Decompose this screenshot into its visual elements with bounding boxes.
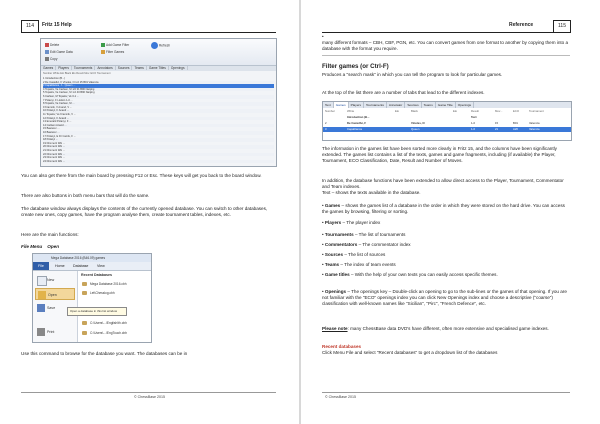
filter-add-icon [101, 43, 105, 47]
tab-home[interactable]: Home [55, 264, 65, 268]
recent-databases-title: Recent Databases [81, 273, 112, 277]
games-list-row[interactable]: 16 Bauterer ... [43, 131, 274, 135]
refresh-icon [151, 42, 158, 49]
delete-icon [45, 43, 49, 47]
index-list-item: • Openings – The openings key – Double-click an opening to go to the sub-lines or the games of that opening. If you are not familiar with the "ECO" openings index you can click New Openings index and choose a descriptive ("coarse") classification with well-known names like "Sicilian", "Pirc", "French Defence", etc. [322, 289, 567, 306]
footer-rule [21, 392, 276, 393]
games-list-row[interactable]: 20 Dimmer1 WH ... [43, 145, 274, 149]
paragraph: many different formats – CBH, CBF, PGN, etc. You can convert games from one format to another by copying them into a database with the format you require. [322, 40, 569, 51]
footer: © ChessBase 2015 [134, 395, 166, 399]
games-list-row[interactable]: 2 De Castellvi, F Vinoles, N 1-0 15 B01 Valencia [43, 81, 274, 85]
recent-database-item[interactable]: Let\Chesslog.cbh [81, 289, 148, 297]
ribbon-edit-button[interactable]: Edit Game Data [45, 49, 73, 55]
footer-rule [322, 392, 570, 393]
table-row[interactable]: 3 Capablanca Queen 1-0 21 A20 Valencia [323, 127, 571, 132]
index-list-item: • Tournaments – The list of tournaments [322, 232, 406, 237]
ribbon-copy-button[interactable]: Copy [45, 56, 57, 62]
section-heading: Filter games (or Ctrl-F) [322, 63, 389, 70]
games-list-row[interactable]: 3 Capablanca, J... Queen ... [43, 84, 274, 88]
index-tabs-screenshot [322, 101, 572, 141]
database-icon [82, 282, 87, 286]
index-list-item: • Sources – The list of sources [322, 252, 386, 257]
tab-games[interactable]: Games [41, 66, 56, 70]
ribbon-delete-button[interactable]: Delete [45, 42, 59, 48]
tab-annotators[interactable]: Annotators [95, 66, 115, 70]
ribbon-refresh-button[interactable]: Refresh [151, 42, 170, 48]
games-list-row[interactable]: 22 Dimmer1 WH ... [43, 153, 274, 157]
games-list-row[interactable]: 14 Carlsen Anand ... [43, 124, 274, 128]
header-rule [21, 32, 276, 33]
tab-game-title[interactable]: Game Title [436, 102, 456, 108]
new-icon [37, 276, 47, 286]
ribbon [41, 39, 276, 66]
database-icon [82, 331, 87, 335]
paragraph: There are also buttons in both menu bars that will do the same. [21, 193, 150, 198]
file-menu-screenshot [32, 253, 152, 343]
right-page [301, 0, 600, 424]
tab-game-titles[interactable]: Game Titles [147, 66, 169, 70]
tab-text[interactable]: Text [323, 102, 334, 108]
file-menu-label: File Menu Open [21, 244, 60, 249]
tab-teams[interactable]: Teams [422, 102, 436, 108]
file-tab[interactable]: File [33, 262, 49, 270]
menu-item-open[interactable]: Open [35, 288, 75, 300]
section-rule [322, 55, 570, 56]
paragraph: Produces a "search mask" in which you can tell the program to look for particular games. [322, 72, 503, 77]
index-list-item: • Game titles – With the help of your own texts you can easily access specific themes. [322, 272, 498, 277]
tab-tournaments[interactable]: Tournaments [72, 66, 95, 70]
running-head: Fritz 15 Help [42, 22, 72, 28]
tab-openings[interactable]: Openings [169, 66, 188, 70]
table-row[interactable]: Introduction (B... Text [347, 115, 477, 119]
menu-tabs [33, 262, 151, 271]
save-icon [37, 304, 45, 312]
copy-icon [45, 57, 49, 61]
table-row[interactable]: 2 De Castellvi, F Vinoles, N 1-0 15 B01 Valencia [325, 121, 540, 125]
games-list-row[interactable]: 21 Dimmer1 WH ... [43, 149, 66, 152]
recent-databases-heading: Recent databases [322, 344, 362, 349]
tooltip: Open a database in this list window [67, 307, 127, 316]
index-list-item: • Games – shows the games list of a database in the order in which they were stored on the hard drive. You can access the games by browsing, filtering or sorting. [322, 203, 565, 214]
left-page [0, 0, 299, 424]
index-list-item: • Players – The player index [322, 220, 381, 225]
paragraph: The database window always displays the contents of the currently opened database. You can switch to other databases, create new ones, copy games, have the program analyse them, create tournament tables, indexes, etc. [21, 206, 268, 217]
tab-players[interactable]: Players [56, 66, 72, 70]
recent-database-item[interactable]: C:\Users\...\English\th.cbh [81, 319, 148, 327]
paragraph: In addition, the database functions have been extended to allow direct access to the Player, Tournament, Commentator and Team indexes. [322, 178, 564, 189]
games-list-row[interactable]: 12 Polanyi, F Anand ... [43, 117, 274, 121]
paragraph: Use this command to browse for the database you want. The databases can be in [21, 351, 188, 356]
page-number: 114 [21, 20, 39, 33]
paragraph: Here are the main functions: [21, 232, 79, 237]
tab-sources[interactable]: Sources [116, 66, 133, 70]
index-list-item: • Commentators – The commentator index [322, 242, 411, 247]
table-header: Number White Elo Black Elo Result Mov... ECO Tournament [325, 109, 544, 113]
tab-sources[interactable]: Sources [405, 102, 421, 108]
tab-database[interactable]: Database [73, 264, 89, 268]
database-icon [82, 321, 87, 325]
index-tab-bar [323, 102, 571, 108]
games-list-row[interactable]: 23 Dimmer1 WH ... [43, 156, 66, 160]
menu-item-save[interactable]: Save [35, 302, 75, 314]
games-list-row[interactable]: 15 Bauterer ... [43, 127, 60, 131]
column-headers: Number White Elo Black Elo Result Mov. ECO Tournament [43, 72, 111, 75]
window-title: Mega Database 2016 (B46.09) games [33, 254, 151, 262]
ribbon-filter-button[interactable]: Filter Games [101, 49, 124, 55]
page-number: 115 [553, 20, 571, 33]
paragraph: Click Menu File and select "Recent databases" to get a dropdown list of the databases [322, 350, 498, 355]
games-list-row[interactable]: 8 Topalov, Ve Carlsen, M ... [43, 102, 274, 106]
tab-tournaments[interactable]: Tournaments [364, 102, 387, 108]
database-icon [82, 291, 87, 295]
folder-icon [38, 291, 46, 299]
games-list-row[interactable]: 17 Polanyi, E Dr Carnik, F ... [43, 134, 76, 138]
note-paragraph: Please note: many ChessBase data DVD's have different, often more extensive and specialised game indexes. [322, 326, 549, 331]
games-list-row[interactable]: 1 Introduction (B...) [43, 77, 66, 80]
games-list-row[interactable]: 10 Polanyi, F Anand ... [43, 109, 274, 113]
games-list-row[interactable]: 6 Carlsen, M Topalov, Ve 0-1 ... [43, 95, 274, 99]
footer: © ChessBase 2015 [325, 395, 357, 399]
print-icon [37, 328, 45, 336]
games-list-row[interactable]: 19 Dimmer1 WH ... [43, 141, 66, 145]
games-list-row[interactable]: 18 Polanyi ... [43, 138, 274, 142]
tab-view[interactable]: View [97, 264, 105, 268]
games-list-row[interactable]: 5 Topalov, Ve Carlsen, M 1-0 40 B90 Nanjing [43, 91, 95, 95]
games-list-row[interactable]: 11 Topalov, Ve Kramnik, V ... [43, 113, 76, 116]
bullet: • [322, 34, 324, 39]
tab-games[interactable]: Games [334, 102, 349, 108]
database-window-screenshot [40, 38, 277, 167]
games-list-row[interactable]: 13 Emerald Polanyi, F ... [43, 120, 72, 124]
paragraph: At the top of the list there are a number of tabs that lead to the different indexes. [322, 90, 485, 95]
filter-icon [101, 50, 105, 54]
tab-teams[interactable]: Teams [132, 66, 146, 70]
menu-item-print[interactable]: Print [35, 326, 75, 338]
running-head: Reference [509, 22, 534, 28]
edit-icon [45, 50, 49, 54]
index-list-item: • Teams – The index of team events [322, 262, 396, 267]
games-list-row[interactable]: 7 Polanyi, F Lisitsin 1-0 ... [43, 98, 73, 102]
header-rule [322, 32, 570, 33]
ribbon-add-filter-button[interactable]: Add Game Filter [101, 42, 129, 48]
tab-annotator[interactable]: Annotator [387, 102, 405, 108]
recent-database-item[interactable]: C:\Users\...\EngTouch.cbh [81, 329, 148, 337]
index-tabs [41, 66, 276, 71]
menu-item-new[interactable]: New [35, 274, 75, 286]
paragraph: The information in the games list have been sorted more clearly in Fritz 15, and the columns have been significantly extended. The games list contains a list of the texts, games and game fragments, including (if available) the Player, Tournament, ECO Classification, Date, Result and Number of Moves. [322, 146, 557, 163]
games-list-row[interactable]: 4 Topalov, Ve Carlsen, M 1/2 31 B90 Nanjing [43, 88, 274, 92]
recent-database-item[interactable]: Mega Database 2016.cbh [81, 280, 148, 288]
paragraph: Text – shows the texts available in the database. [322, 190, 421, 195]
paragraph: You can also get there from the main board by pressing F12 or Esc. These keys will get you back to the board window. [21, 173, 262, 178]
games-list-row[interactable]: 24 Dimmer1 WH ... [43, 160, 274, 164]
tab-players[interactable]: Players [349, 102, 364, 108]
tab-openings[interactable]: Openings [456, 102, 474, 108]
games-list-row[interactable]: 9 Kramnik, V Anand, V ... [43, 105, 72, 109]
